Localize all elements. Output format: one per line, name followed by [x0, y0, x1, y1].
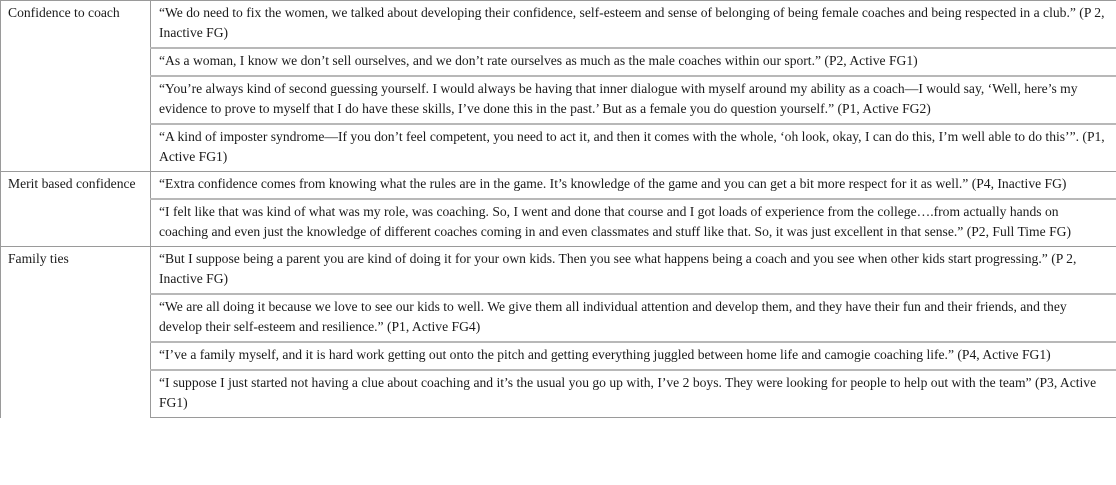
table-row [1, 247, 1116, 295]
quote-cell: “We do need to fix the women, we talked about developing their confidence, self-esteem and sense of belonging of being female coaches and being respected in a club.” (P 2, Inactive FG) [151, 1, 1116, 49]
table-row [1, 199, 1116, 247]
quote-cell: “A kind of imposter syndrome—If you don’t feel competent, you need to act it, and then it comes with the whole, ‘oh look, okay, I can do this, I’m well able to do this’”. (P1, Active FG1) [151, 124, 1116, 172]
table-row [1, 48, 1116, 76]
table-row [1, 342, 1116, 370]
quote-cell: “I’ve a family myself, and it is hard work getting out onto the pitch and getting everything juggled between home life and camogie coaching life.” (P4, Active FG1) [151, 342, 1116, 370]
theme-cell: Merit based confidence [1, 172, 151, 247]
theme-cell: Family ties [1, 247, 151, 418]
table-row [1, 1, 1116, 49]
quote-cell: “I felt like that was kind of what was my role, was coaching. So, I went and done that course and I got loads of experience from the college….from actually hands on coaching and even just the knowledge of different coaches coming in and even classmates and stuff like that. So, it was just excellent in that sense.” (P2, Full Time FG) [151, 199, 1116, 247]
table-row [1, 172, 1116, 200]
quote-cell: “But I suppose being a parent you are kind of doing it for your own kids. Then you see what happens being a coach and you see when other kids start progressing.” (P 2, Inactive FG) [151, 247, 1116, 295]
table-row [1, 370, 1116, 418]
table-row [1, 76, 1116, 124]
table-row [1, 294, 1116, 342]
quote-cell: “Extra confidence comes from knowing what the rules are in the game. It’s knowledge of the game and you can get a bit more respect for it as well.” (P4, Inactive FG) [151, 172, 1116, 200]
quote-cell: “We are all doing it because we love to see our kids to well. We give them all individual attention and develop them, and they have their fun and their friends, and they develop their self-esteem and resilience.” (P1, Active FG4) [151, 294, 1116, 342]
quote-cell: “I suppose I just started not having a clue about coaching and it’s the usual you go up with, I’ve 2 boys. They were looking for people to help out with the team” (P3, Active FG1) [151, 370, 1116, 418]
theme-cell: Confidence to coach [1, 1, 151, 172]
quote-cell: “As a woman, I know we don’t sell ourselves, and we don’t rate ourselves as much as the male coaches within our sport.” (P2, Active FG1) [151, 48, 1116, 76]
quote-cell: “You’re always kind of second guessing yourself. I would always be having that inner dialogue with myself around my ability as a coach—I would say, ‘Well, here’s my evidence to prove to myself that I do have these skills, I’ve done this in the past.’ But as a female you do question yourself.” (P1, Active FG2) [151, 76, 1116, 124]
table-row [1, 124, 1116, 172]
